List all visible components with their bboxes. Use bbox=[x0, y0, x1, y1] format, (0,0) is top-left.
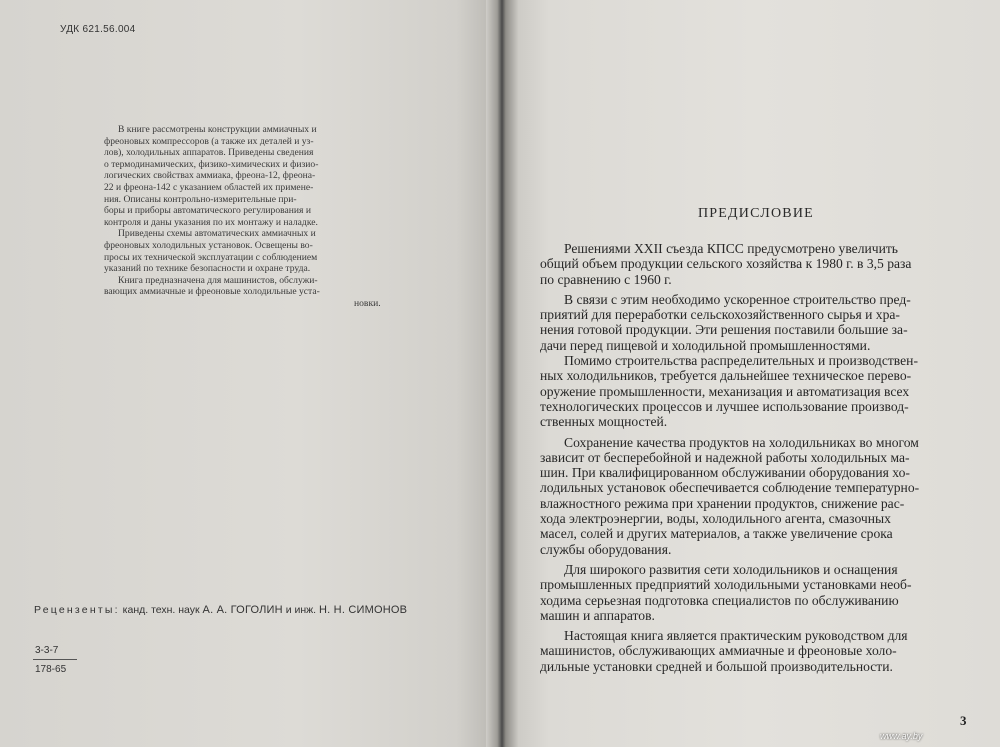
body-line: службы оборудования. bbox=[540, 541, 672, 557]
body-line: Помимо строительства распределительных и производствен- bbox=[564, 353, 918, 369]
body-line: хода электроэнергии, воды, холодильного агента, смазочных bbox=[540, 511, 891, 527]
body-line: машин и аппаратов. bbox=[540, 607, 655, 623]
abstract-line: просы их технической эксплуатации с соблюдением bbox=[104, 251, 318, 263]
body-line: Для широкого развития сети холодильников и оснащения bbox=[564, 561, 898, 577]
udk-code: УДК 621.56.004 bbox=[60, 24, 136, 35]
abstract-line: новки. bbox=[354, 297, 381, 309]
abstract-line: фреоновых компрессоров (а также их деталей и уз- bbox=[104, 135, 314, 147]
body-line: лодильных установок обеспечивается соблюдение температурно- bbox=[540, 480, 920, 496]
publisher-code-bottom: 178-65 bbox=[35, 664, 67, 675]
body-line: В связи с этим необходимо ускоренное строительство пред- bbox=[564, 291, 911, 307]
body-line: дильные установки средней и большой производительности. bbox=[540, 658, 893, 674]
reviewers-connector: и инж. bbox=[282, 604, 320, 616]
reviewers-label: Рецензенты: bbox=[34, 604, 120, 616]
body-line: влажностного режима при хранении продуктов, снижение рас- bbox=[540, 495, 905, 511]
body-line: дачи перед пищевой и холодильной промышленностями. bbox=[540, 337, 871, 353]
abstract-line: В книге рассмотрены конструкции аммиачных и bbox=[118, 124, 317, 135]
page-number: 3 bbox=[960, 713, 967, 728]
body-line: технологических процессов и лучшее использование производ- bbox=[540, 398, 909, 414]
reviewer-name-2: Н. Н. СИМОНОВ bbox=[319, 604, 408, 616]
reviewers-line bbox=[34, 604, 407, 616]
body-line: ственных мощностей. bbox=[540, 414, 668, 430]
book-abstract bbox=[104, 124, 404, 310]
body-line: Настоящая книга является практическим руководством для bbox=[564, 628, 908, 644]
body-line: общий объем продукции сельского хозяйства к 1980 г. в 3,5 раза bbox=[540, 256, 912, 272]
abstract-line: Книга предназначена для машинистов, обслужи- bbox=[118, 274, 318, 286]
body-line: промышленных предприятий холодильными установками необ- bbox=[540, 577, 912, 593]
abstract-line: лов), холодильных аппаратов. Приведены сведения bbox=[104, 147, 314, 159]
abstract-line: ния. Описаны контрольно-измерительные при- bbox=[104, 193, 297, 205]
page-title: ПРЕДИСЛОВИЕ bbox=[698, 206, 814, 221]
abstract-line: фреоновых холодильных установок. Освещены во- bbox=[104, 239, 313, 251]
body-line: Сохранение качества продуктов на холодильниках во многом bbox=[564, 434, 919, 450]
body-line: машинистов, обслуживающих аммиачные и фреоновые холо- bbox=[540, 643, 897, 659]
abstract-line: о термодинамических, физико-химических и физио- bbox=[104, 158, 319, 170]
body-line: по сравнению с 1960 г. bbox=[540, 271, 672, 287]
code-divider bbox=[33, 659, 77, 660]
abstract-line: контроля и даны указания по их монтажу и наладке. bbox=[104, 216, 318, 228]
book-gutter bbox=[486, 0, 518, 747]
abstract-line: логических свойствах аммиака, фреона-12, фреона- bbox=[104, 170, 316, 182]
reviewer-name-1: А. А. ГОГОЛИН bbox=[202, 604, 283, 616]
publisher-code-top: 3-3-7 bbox=[35, 645, 59, 656]
body-line: ных холодильников, требуется дальнейшее техническое перево- bbox=[540, 368, 912, 384]
preface-body bbox=[540, 241, 965, 674]
abstract-line: 22 и фреона-142 с указанием областей их примене- bbox=[104, 181, 314, 193]
body-line: нения готовой продукции. Эти решения поставили большие за- bbox=[540, 322, 908, 338]
body-line: масел, солей и других материалов, а также увеличение срока bbox=[540, 526, 893, 542]
body-line: оружение промышленности, механизация и автоматизация всех bbox=[540, 383, 910, 399]
reviewers-degree: канд. техн. наук bbox=[119, 604, 203, 616]
body-line: Решениями XXII съезда КПСС предусмотрено увеличить bbox=[564, 241, 899, 256]
abstract-line: вающих аммиачные и фреоновые холодильные уста- bbox=[104, 286, 320, 298]
body-line: зависит от бесперебойной и надежной работы холодильных ма- bbox=[540, 449, 910, 465]
abstract-line: указаний по технике безопасности и охране труда. bbox=[104, 263, 311, 275]
left-page bbox=[0, 0, 496, 747]
body-line: шин. При квалифицированном обслуживании оборудования хо- bbox=[540, 465, 910, 481]
site-watermark: www.ay.by bbox=[880, 731, 923, 741]
body-line: приятий для переработки сельскохозяйственного сырья и хра- bbox=[540, 307, 900, 323]
body-line: ходима серьезная подготовка специалистов по обслуживанию bbox=[540, 592, 899, 608]
abstract-line: Приведены схемы автоматических аммиачных и bbox=[118, 228, 316, 240]
abstract-line: боры и приборы автоматического регулирования и bbox=[104, 205, 312, 217]
